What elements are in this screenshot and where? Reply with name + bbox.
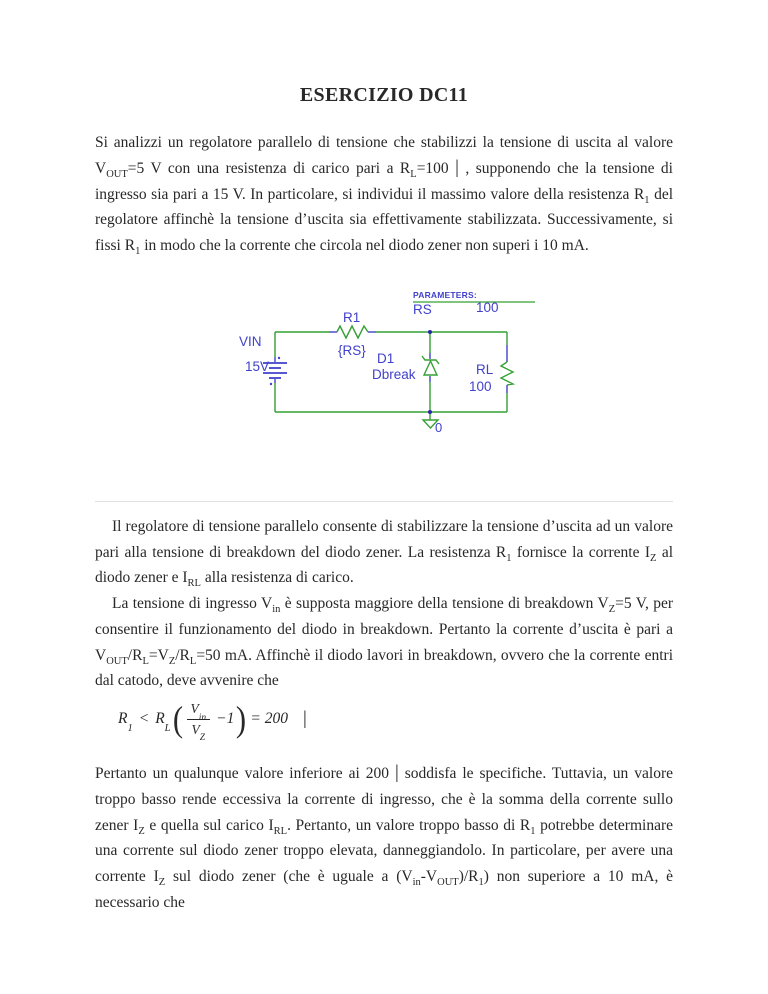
page-title: ESERCIZIO DC11 bbox=[299, 84, 469, 106]
r1-value-label: {RS} bbox=[338, 343, 366, 358]
param-name-label: RS bbox=[413, 302, 432, 317]
formula-denominator: $V_Z$ bbox=[191, 721, 206, 744]
r1-resistor bbox=[337, 310, 368, 358]
circuit-svg bbox=[231, 283, 541, 447]
rl-value-label: 100 bbox=[469, 379, 492, 394]
formula-numerator: $V_{in}$ bbox=[187, 700, 211, 720]
vin-value-label: 15V bbox=[245, 359, 270, 374]
formula-coef: $R_L$ bbox=[155, 710, 171, 735]
parameters-block bbox=[413, 290, 535, 317]
input-voltage-paragraph: La tensione di ingresso $V_{in}$ è supposta maggiore della tensione di breakdown $V_Z=5$ V, per consentire il funzionamento del diodo in breakdown. Pertanto la corrente d’uscita è pari a $V_{OUT}/R_L=V_Z/R_L=50$ mA. Affinchè il diodo lavori in breakdown, ovvero che la corrente entri dal catodo, deve avvenire che bbox=[95, 595, 674, 690]
rl-zigzag bbox=[501, 362, 513, 385]
discussion-block bbox=[95, 514, 673, 694]
section-divider bbox=[95, 501, 673, 502]
circuit-diagram bbox=[231, 283, 541, 447]
vin-name-label: VIN bbox=[239, 334, 262, 349]
regulator-paragraph: Il regolatore di tensione parallelo consente di stabilizzare la tensione d’uscita ad un valore pari alla tensione di breakdown del diodo zener. La resistenza $R_1$ fornisce la corrente $I_Z$ al diodo zener e $I_{RL}$ alla resistenza di carico. bbox=[95, 518, 674, 590]
diode-triangle bbox=[424, 361, 437, 375]
intro-paragraph: Si analizzi un regolatore parallelo di tensione che stabilizzi la tensione di uscita al valore $V_{OUT}=5$ V con una resistenza di carico pari a $R_L=100$ | , supponendo che la tensione di ingresso sia pari a 15 V. In particolare, si individui il massimo valore della resistenza $R_1$ del regolatore affinchè la tensione d’uscita sia effettivamente stabilizzata. Successivamente, si fissi $R_1$ in modo che la corrente che circola nel diodo zener non superi i 10 mA. bbox=[95, 134, 674, 258]
parameters-title: PARAMETERS: bbox=[413, 290, 477, 300]
formula-minus-one: −1 bbox=[216, 710, 235, 727]
ground-label: 0 bbox=[435, 420, 443, 435]
r1-name-label: R1 bbox=[343, 310, 361, 325]
r1-zigzag bbox=[337, 326, 368, 338]
formula-r1-limit bbox=[118, 694, 307, 744]
formula-rparen: ) bbox=[236, 699, 247, 739]
formula-lhs: $R_1$ bbox=[118, 710, 133, 735]
rl-name-label: RL bbox=[476, 362, 494, 377]
d1-name-label: D1 bbox=[377, 351, 395, 366]
param-value-label: 100 bbox=[476, 300, 499, 315]
vin-source bbox=[239, 334, 287, 385]
battery-minus-dot bbox=[270, 383, 272, 385]
zener-diode bbox=[372, 351, 439, 382]
d1-model-label: Dbreak bbox=[372, 367, 416, 382]
formula-fraction bbox=[187, 700, 211, 744]
junction-dot-top bbox=[428, 330, 432, 334]
junction-dot-bottom bbox=[428, 410, 432, 414]
formula-result: = 200 bbox=[250, 710, 288, 727]
formula-unit-bar: | bbox=[302, 708, 307, 729]
ground-symbol bbox=[423, 420, 442, 435]
conclusion-paragraph: Pertanto un qualunque valore inferiore ai 200 | soddisfa le specifiche. Tuttavia, un valore troppo basso rende eccessiva la corrente di ingresso, che è la somma della corrente sullo zener $I_Z$ e quella sul carico $I_{RL}$. Pertanto, un valore troppo basso di $R_1$ potrebbe determinare una corrente sul diodo zener troppo elevata, danneggiandolo. In particolare, per avere una corrente $I_Z$ sul diodo zener (che è uguale a $(V_{in}-V_{OUT})/R_1$) non superiore a 10 mA, è necessario che bbox=[95, 762, 674, 911]
formula-relation: < bbox=[138, 710, 150, 727]
battery-plus-dot bbox=[278, 357, 280, 359]
formula-lparen: ( bbox=[172, 699, 183, 739]
